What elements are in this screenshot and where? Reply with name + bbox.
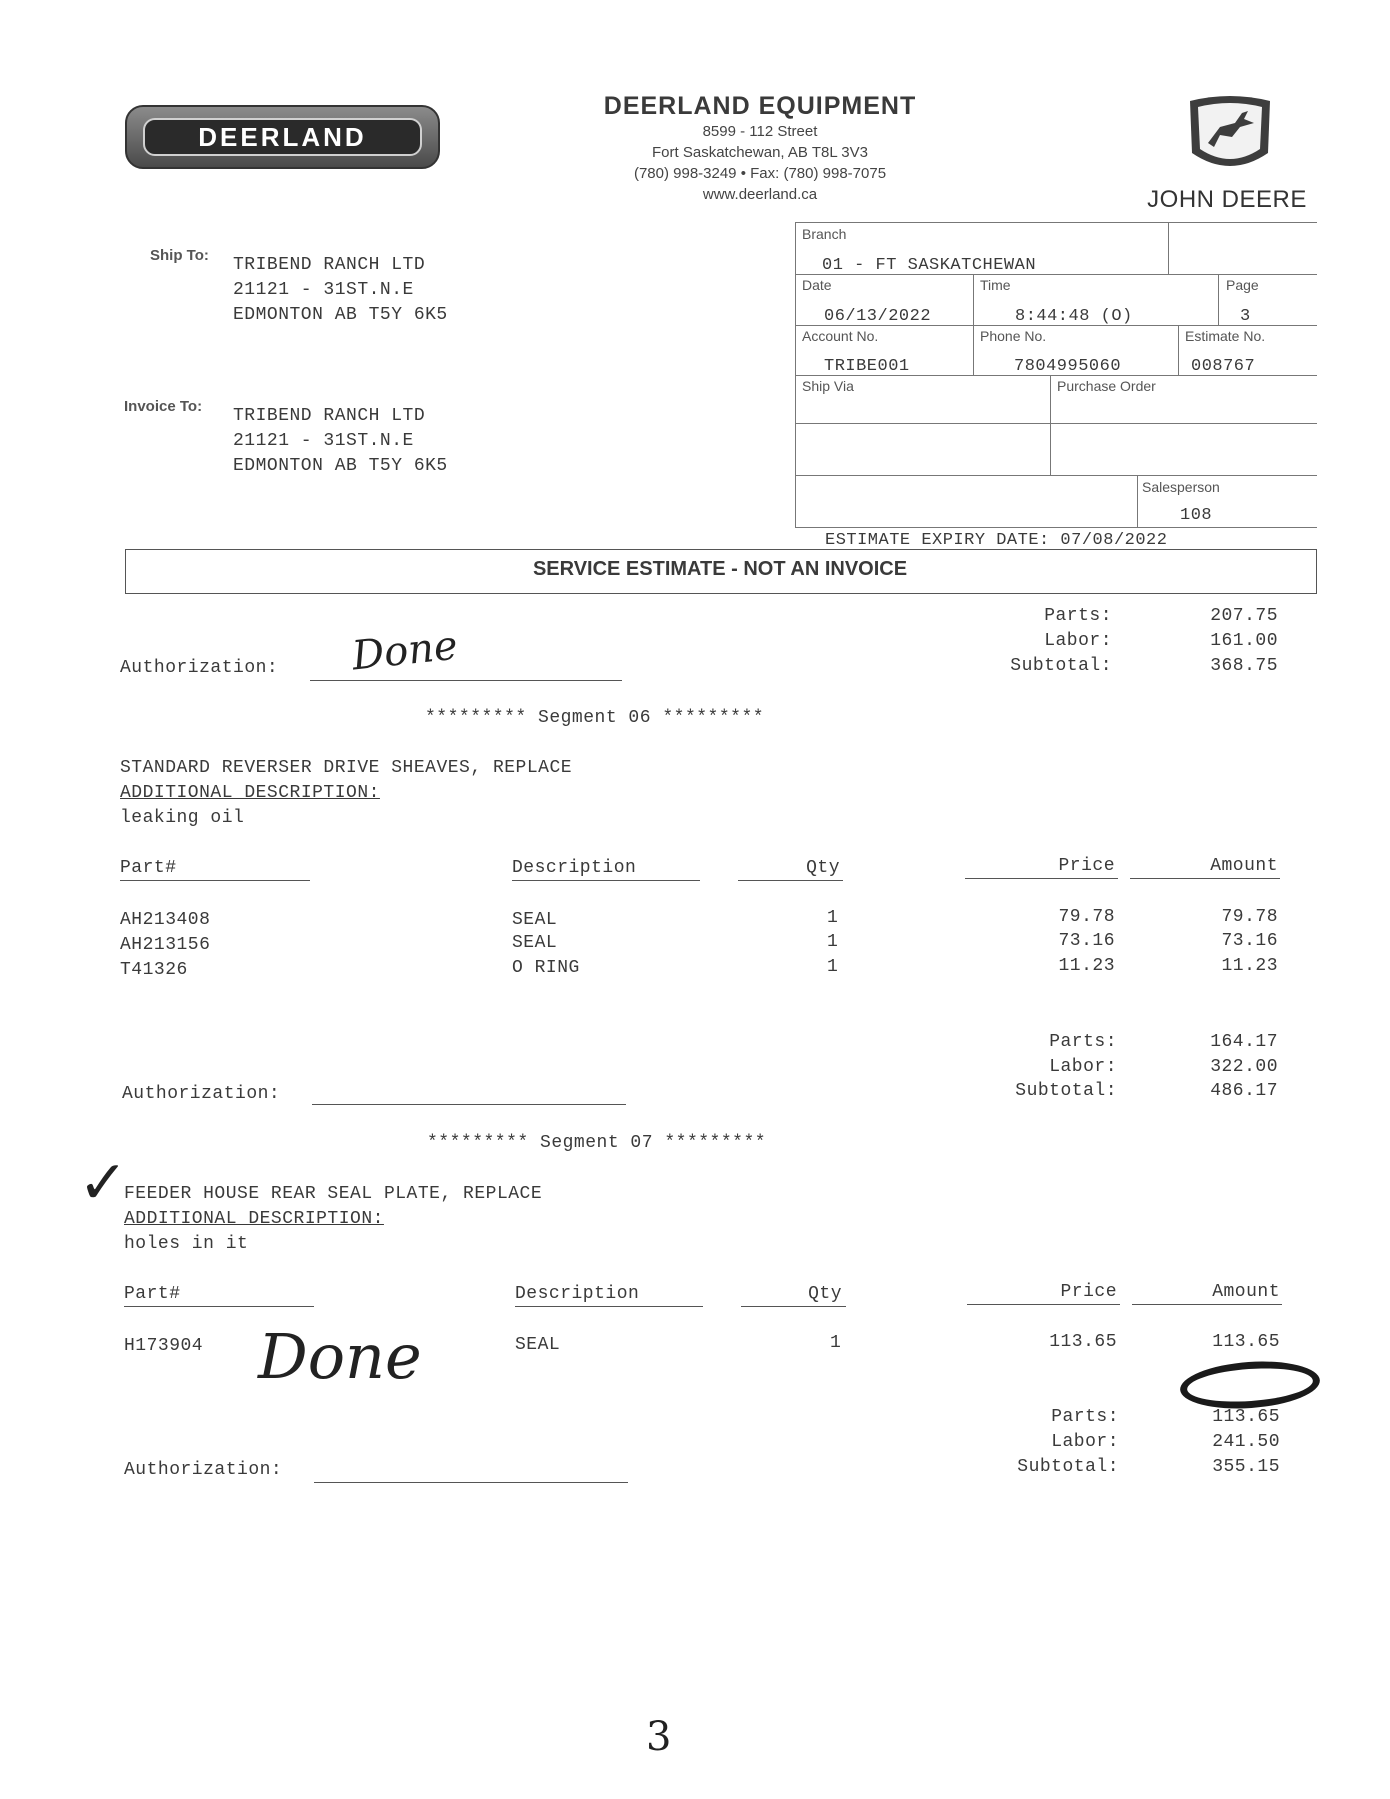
top-labor-value: 161.00 — [1210, 631, 1278, 651]
seg06-row3-amount: 11.23 — [1221, 956, 1278, 976]
seg06-row1-amount: 79.78 — [1221, 907, 1278, 927]
account-label: Account No. — [802, 328, 879, 344]
seg07-row1-desc: SEAL — [515, 1335, 561, 1355]
company-city: Fort Saskatchewan, AB T8L 3V3 — [652, 144, 868, 161]
company-phone: (780) 998-3249 • Fax: (780) 998-7075 — [633, 165, 887, 182]
seg06-col-description: Description — [512, 858, 637, 878]
page-value: 3 — [1240, 307, 1251, 326]
seg07-subtotal-label: Subtotal: — [1017, 1457, 1119, 1477]
seg06-labor-label: Labor: — [1049, 1057, 1117, 1077]
purchase-order-label: Purchase Order — [1057, 378, 1156, 394]
seg06-row1-price: 79.78 — [1058, 907, 1115, 927]
authorization-line-1 — [310, 680, 622, 681]
seg07-labor-value: 241.50 — [1212, 1432, 1280, 1452]
segment-07-header: ********* Segment 07 ********* — [427, 1133, 767, 1153]
invoice-to-line2: 21121 - 31ST.N.E — [233, 431, 414, 451]
seg06-row2-amount: 73.16 — [1221, 931, 1278, 951]
seg07-row1-part: H173904 — [124, 1336, 204, 1356]
logo-text: DEERLAND — [143, 118, 422, 156]
branch-label: Branch — [802, 226, 847, 242]
authorization-label-1: Authorization: — [120, 658, 279, 678]
top-subtotal-label: Subtotal: — [1010, 656, 1112, 676]
seg07-col-part: Part# — [124, 1284, 181, 1304]
company-name: DEERLAND EQUIPMENT — [603, 92, 917, 120]
phone-value: 7804995060 — [1014, 357, 1122, 376]
page-label: Page — [1226, 277, 1259, 293]
seg06-row3-price: 11.23 — [1058, 956, 1115, 976]
seg07-subtotal-value: 355.15 — [1212, 1457, 1280, 1477]
seg06-row2-qty: 1 — [827, 932, 839, 952]
segment-07-title: FEEDER HOUSE REAR SEAL PLATE, REPLACE — [124, 1184, 543, 1204]
estimate-expiry-date: ESTIMATE EXPIRY DATE: 07/08/2022 — [825, 531, 1168, 550]
seg06-row3-desc: O RING — [512, 958, 580, 978]
seg06-col-amount: Amount — [1210, 856, 1278, 876]
seg06-parts-value: 164.17 — [1210, 1032, 1278, 1052]
estimate-value: 008767 — [1191, 357, 1256, 376]
seg07-col-price: Price — [1060, 1282, 1117, 1302]
authorization-line-2 — [312, 1104, 626, 1105]
seg07-col-qty: Qty — [808, 1284, 842, 1304]
seg07-row1-amount: 113.65 — [1212, 1332, 1280, 1352]
branch-value: 01 - FT SASKATCHEWAN — [822, 256, 1037, 275]
seg07-col-description: Description — [515, 1284, 640, 1304]
authorization-label-3: Authorization: — [124, 1460, 283, 1480]
handwritten-done: Done — [258, 1320, 422, 1393]
top-subtotal-value: 368.75 — [1210, 656, 1278, 676]
seg06-col-part: Part# — [120, 858, 177, 878]
seg06-row1-desc: SEAL — [512, 910, 558, 930]
seg06-subtotal-label: Subtotal: — [1015, 1081, 1117, 1101]
segment-06-note: leaking oil — [120, 808, 245, 828]
top-labor-label: Labor: — [1044, 631, 1112, 651]
handwritten-page-number: 3 — [646, 1714, 672, 1760]
segment-07-note: holes in it — [124, 1234, 249, 1254]
top-parts-value: 207.75 — [1210, 606, 1278, 626]
segment-06-header: ********* Segment 06 ********* — [425, 708, 765, 728]
date-value: 06/13/2022 — [824, 307, 932, 326]
banner-title: SERVICE ESTIMATE - NOT AN INVOICE — [532, 558, 908, 580]
estimate-label: Estimate No. — [1185, 328, 1266, 344]
invoice-to-line1: TRIBEND RANCH LTD — [233, 406, 426, 426]
seg06-parts-label: Parts: — [1049, 1032, 1117, 1052]
seg06-row2-desc: SEAL — [512, 933, 558, 953]
invoice-to-line3: EDMONTON AB T5Y 6K5 — [233, 456, 448, 476]
account-value: TRIBE001 — [824, 357, 910, 376]
seg07-row1-qty: 1 — [830, 1333, 842, 1353]
seg06-col-qty: Qty — [806, 858, 840, 878]
john-deere-logo-icon — [1180, 93, 1280, 183]
seg06-col-price: Price — [1058, 856, 1115, 876]
top-parts-label: Parts: — [1044, 606, 1112, 626]
seg07-parts-label: Parts: — [1051, 1407, 1119, 1427]
seg06-row2-price: 73.16 — [1058, 931, 1115, 951]
ship-to-line1: TRIBEND RANCH LTD — [233, 255, 426, 275]
checkmark: ✓ — [78, 1148, 129, 1218]
ship-to-line3: EDMONTON AB T5Y 6K5 — [233, 305, 448, 325]
signature-top: Done — [349, 622, 460, 680]
ship-to-label: Ship To: — [150, 247, 209, 264]
time-value: 8:44:48 (O) — [1015, 307, 1133, 326]
seg06-row1-part: AH213408 — [120, 910, 211, 930]
deerland-logo — [125, 105, 440, 169]
company-street: 8599 - 112 Street — [702, 123, 818, 140]
company-website: www.deerland.ca — [702, 186, 818, 203]
authorization-label-2: Authorization: — [122, 1084, 281, 1104]
ink-blot — [1179, 1357, 1322, 1413]
phone-label: Phone No. — [980, 328, 1047, 344]
seg07-row1-price: 113.65 — [1049, 1332, 1117, 1352]
seg07-labor-label: Labor: — [1051, 1432, 1119, 1452]
seg06-labor-value: 322.00 — [1210, 1057, 1278, 1077]
time-label: Time — [980, 277, 1011, 293]
date-label: Date — [802, 277, 832, 293]
seg07-col-amount: Amount — [1212, 1282, 1280, 1302]
seg06-row3-part: T41326 — [120, 960, 188, 980]
segment-06-additional-label: ADDITIONAL DESCRIPTION: — [120, 783, 380, 803]
salesperson-value: 108 — [1180, 506, 1213, 525]
john-deere-brand: JOHN DEERE — [1147, 186, 1307, 213]
segment-07-additional-label: ADDITIONAL DESCRIPTION: — [124, 1209, 384, 1229]
ship-to-line2: 21121 - 31ST.N.E — [233, 280, 414, 300]
seg06-row1-qty: 1 — [827, 908, 839, 928]
segment-06-title: STANDARD REVERSER DRIVE SHEAVES, REPLACE — [120, 758, 573, 778]
invoice-to-label: Invoice To: — [124, 398, 203, 415]
seg06-row2-part: AH213156 — [120, 935, 211, 955]
seg06-subtotal-value: 486.17 — [1210, 1081, 1278, 1101]
salesperson-label: Salesperson — [1142, 479, 1220, 495]
authorization-line-3 — [314, 1482, 628, 1483]
seg07-parts-value: 113.65 — [1212, 1407, 1280, 1427]
ship-via-label: Ship Via — [802, 378, 854, 394]
seg06-row3-qty: 1 — [827, 957, 839, 977]
